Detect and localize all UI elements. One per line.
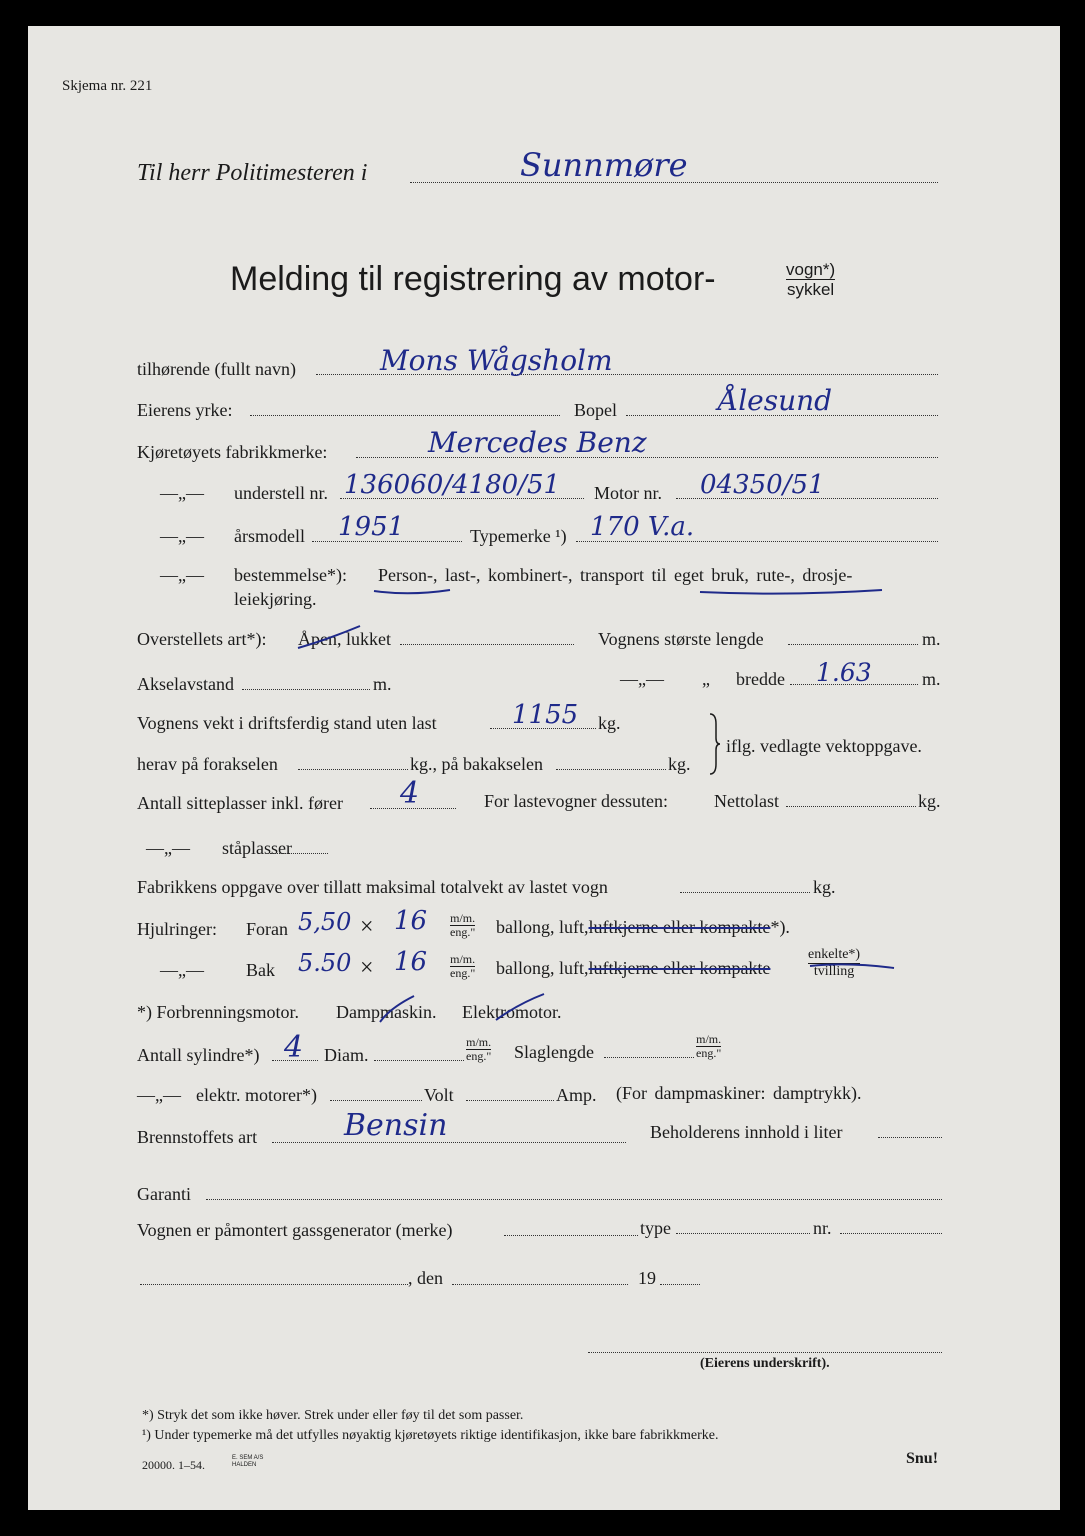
place-line <box>140 1284 408 1285</box>
body-label: Overstellets art*): <box>137 629 267 649</box>
form-title: Melding til registrering av motor- <box>230 260 716 298</box>
date-den: , den <box>408 1268 443 1288</box>
cylinders-label: Antall sylindre*) <box>137 1045 260 1065</box>
tires-front-times: × <box>360 914 374 940</box>
purpose-label: bestemmelse*): <box>234 565 347 585</box>
wheelbase-unit: m. <box>373 674 392 694</box>
rear-axle-unit: kg. <box>668 754 691 774</box>
ditto-width-quote: „ <box>702 669 710 689</box>
tires-front-width: 5,50 <box>298 908 352 936</box>
unit-bottom: eng." <box>450 925 476 939</box>
volt-label: Volt <box>424 1085 454 1105</box>
weight-unit: kg. <box>598 713 621 733</box>
cylinders-value: 4 <box>284 1030 304 1065</box>
residence-label: Bopel <box>574 400 617 420</box>
netload-label: Nettolast <box>714 791 779 811</box>
standing-label: ståplasser <box>222 838 292 858</box>
tires-front-kind-prefix: ballong, luft, <box>496 917 589 937</box>
motor-value: 04350/51 <box>700 470 825 500</box>
tires-rear-label: Bak <box>246 960 275 980</box>
make-value: Mercedes Benz <box>428 426 647 459</box>
title-vogn: vogn*) <box>786 260 836 279</box>
print-info: 20000. 1–54. <box>142 1458 205 1472</box>
length-label: Vognens største lengde <box>598 629 764 649</box>
stroke-label: Slaglengde <box>514 1042 594 1062</box>
wheelbase-line <box>242 689 370 690</box>
steam-note: (For dampmaskiner: damptrykk). <box>616 1083 862 1103</box>
standing-line <box>270 853 328 854</box>
tires-rear-kind-struck: luftkjerne eller kompakte <box>588 958 771 978</box>
tires-front-kind-struck: luftkjerne eller kompakte <box>588 917 771 937</box>
front-axle-line <box>298 769 408 770</box>
body-line <box>400 644 574 645</box>
unit-bottom: eng." <box>450 966 476 980</box>
front-axle-label: herav på forakselen <box>137 754 278 774</box>
weight-label: Vognens vekt i driftsferdig stand uten last <box>137 713 437 733</box>
owner-name-label: tilhørende (fullt navn) <box>137 359 296 379</box>
tank-line <box>878 1137 942 1138</box>
unit-top: m/m. <box>696 1032 722 1046</box>
ditto-rear: —„— <box>160 960 204 980</box>
tires-rear-unit <box>450 953 475 980</box>
twin-strike <box>808 960 898 972</box>
chassis-label: understell nr. <box>234 483 328 503</box>
diameter-label: Diam. <box>324 1045 369 1065</box>
turn-over: Snu! <box>906 1450 939 1467</box>
schema-number: Skjema nr. 221 <box>62 78 153 94</box>
tires-label: Hjulringer: <box>137 919 217 939</box>
volt-line <box>466 1100 554 1101</box>
seats-value: 4 <box>400 776 420 811</box>
owner-name-value: Mons Wågsholm <box>380 344 613 377</box>
footnote-2: ¹) Under typemerke må det utfylles nøyaktig kjøretøyets riktige identifikasjon, ikke bare fabrikkmerke. <box>142 1428 719 1443</box>
netload-line <box>786 806 916 807</box>
maxweight-label: Fabrikkens oppgave over tillatt maksimal totalvekt av lastet vogn <box>137 877 608 897</box>
tires-rear-kind <box>496 958 770 979</box>
date-year: 19 <box>638 1268 656 1288</box>
make-label: Kjøretøyets fabrikkmerke: <box>137 442 328 462</box>
engine-types-label: *) Forbrenningsmotor. <box>137 1002 299 1022</box>
date-line <box>452 1284 628 1285</box>
elmotor-line <box>330 1100 422 1101</box>
rear-axle-label: kg., på bakakselen <box>410 754 543 774</box>
unit-bottom: eng." <box>696 1046 722 1060</box>
gasgen-nr: nr. <box>813 1218 832 1238</box>
weight-brace <box>708 712 722 776</box>
year-value: 1951 <box>338 512 405 542</box>
tires-rear-kind-prefix: ballong, luft, <box>496 958 589 978</box>
type-value: 170 V.a. <box>590 512 695 542</box>
purpose-options-cont: leiekjøring. <box>234 589 317 609</box>
diameter-line <box>374 1060 464 1061</box>
engine-strikes <box>370 992 550 1028</box>
signature-line <box>588 1352 942 1353</box>
title-vehicle-type <box>786 260 835 299</box>
residence-value: Ålesund <box>718 384 833 417</box>
amp-label: Amp. <box>556 1085 597 1105</box>
printer-mark: E. SEM A/S HALDEN <box>232 1455 264 1468</box>
body-strike <box>296 622 366 652</box>
stroke-line <box>604 1057 694 1058</box>
year-label: årsmodell <box>234 526 305 546</box>
occupation-line <box>250 415 560 416</box>
year-line <box>660 1284 700 1285</box>
underline-eget-bruk <box>700 590 882 594</box>
purpose-options: Person-, last-, kombinert-, transport til eget bruk, rute-, drosje- <box>378 565 853 585</box>
truck-label: For lastevogner dessuten: <box>484 791 668 811</box>
engine-electric: Elektromotor. <box>462 1002 562 1022</box>
ditto-standing: —„— <box>146 838 190 858</box>
tank-label: Beholderens innhold i liter <box>650 1122 843 1142</box>
guarantee-line <box>206 1199 942 1200</box>
title-sykkel: sykkel <box>786 280 835 299</box>
footnote-1: *) Stryk det som ikke høver. Strek under eller føy til det som passer. <box>142 1408 524 1423</box>
weight-note: iflg. vedlagte vektoppgave. <box>726 736 922 756</box>
ditto-purpose: —„— <box>160 565 204 585</box>
stroke-unit <box>696 1033 721 1060</box>
gasgen-label: Vognen er påmontert gassgenerator (merke) <box>137 1220 453 1240</box>
gasgen-type-line <box>676 1233 810 1234</box>
unit-bottom: eng." <box>466 1049 492 1063</box>
ditto-elmotor: —„— <box>137 1085 181 1105</box>
motor-label: Motor nr. <box>594 483 663 503</box>
ditto-year: —„— <box>160 526 204 546</box>
elmotor-label: elektr. motorer*) <box>196 1085 317 1105</box>
ditto-width: —„— <box>620 669 664 689</box>
rear-axle-line <box>556 769 666 770</box>
fuel-line <box>272 1142 626 1143</box>
maxweight-unit: kg. <box>813 877 836 897</box>
gasgen-line <box>504 1235 638 1236</box>
tires-single: enkelte*) <box>808 947 861 962</box>
fuel-value: Bensin <box>344 1108 448 1143</box>
length-line <box>788 644 918 645</box>
ditto-chassis: —„— <box>160 483 204 503</box>
tires-front-kind-suffix: *). <box>770 917 790 937</box>
maxweight-line <box>680 892 810 893</box>
tires-front-unit <box>450 912 475 939</box>
tires-front-rim: 16 <box>394 906 428 936</box>
length-unit: m. <box>922 629 941 649</box>
gasgen-type: type <box>640 1218 671 1238</box>
tires-rear-width: 5.50 <box>298 949 352 977</box>
tires-front-label: Foran <box>246 919 288 939</box>
width-unit: m. <box>922 669 941 689</box>
type-label: Typemerke ¹) <box>470 526 567 546</box>
diameter-unit <box>466 1036 491 1063</box>
tires-rear-times: × <box>360 955 374 981</box>
body-options: Åpen, lukket <box>298 629 391 649</box>
occupation-label: Eierens yrke: <box>137 400 233 420</box>
seats-label: Antall sitteplasser inkl. fører <box>137 793 343 813</box>
weight-value: 1155 <box>512 700 579 730</box>
gasgen-nr-line <box>840 1233 942 1234</box>
tires-twin: tvilling <box>813 964 855 979</box>
wheelbase-label: Akselavstand <box>137 674 234 694</box>
underline-person <box>374 590 450 593</box>
tires-rear-rim: 16 <box>394 947 428 977</box>
fuel-label: Brennstoffets art <box>137 1127 258 1147</box>
unit-top: m/m. <box>450 911 476 925</box>
guarantee-label: Garanti <box>137 1184 191 1204</box>
addressee-value: Sunnmøre <box>520 146 688 184</box>
width-value: 1.63 <box>816 658 872 687</box>
chassis-value: 136060/4180/51 <box>344 470 561 500</box>
engine-steam: Dampmaskin. <box>336 1002 437 1022</box>
unit-top: m/m. <box>466 1035 492 1049</box>
netload-unit: kg. <box>918 791 941 811</box>
addressee-label: Til herr Politimesteren i <box>137 160 368 186</box>
signature-label: (Eierens underskrift). <box>700 1356 830 1371</box>
purpose-underlines <box>370 584 890 598</box>
unit-top: m/m. <box>450 952 476 966</box>
tires-front-kind <box>496 917 790 938</box>
width-label: bredde <box>736 669 785 689</box>
